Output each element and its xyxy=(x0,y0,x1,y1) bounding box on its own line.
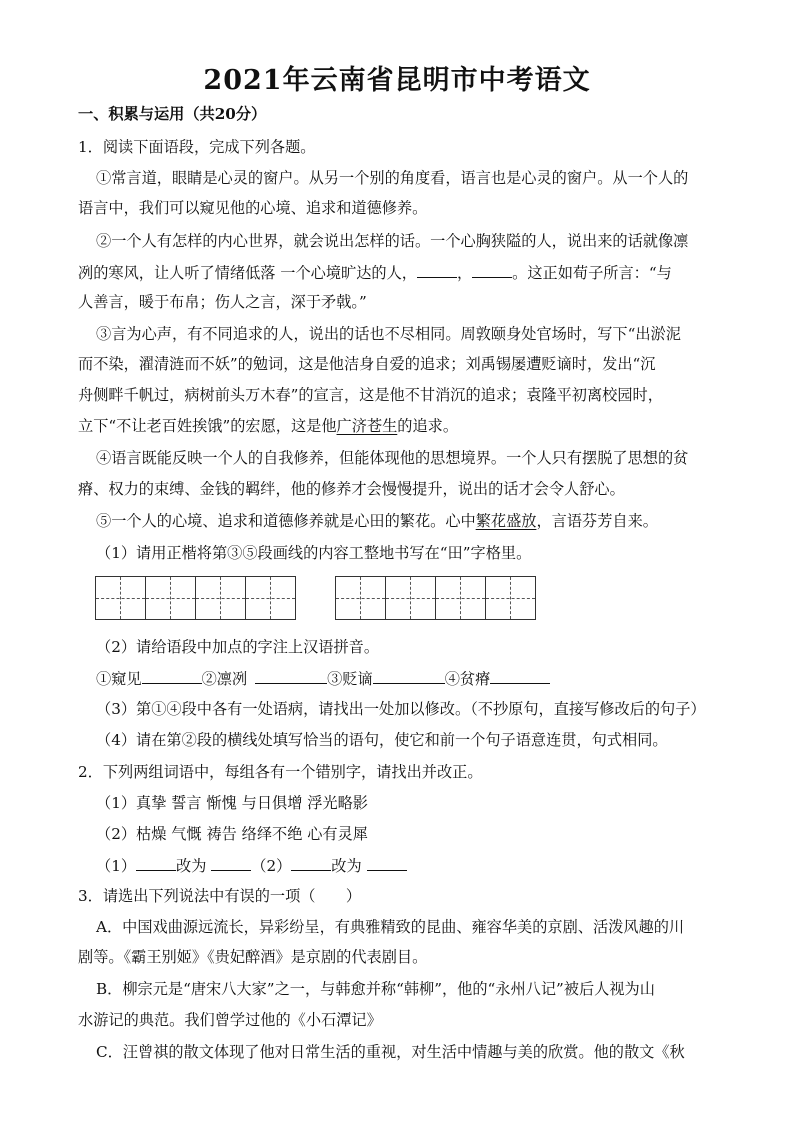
paragraph-2-line-2 xyxy=(78,262,672,283)
paragraph-3-line-4 xyxy=(78,416,458,436)
correction-blank-1b[interactable] xyxy=(211,855,251,871)
underlined-phrase-1: 广济苍生 xyxy=(336,417,398,435)
paragraph-2-text-c: 。这正如荀子所言：“与 xyxy=(512,264,672,282)
correction-blank-1a[interactable] xyxy=(136,855,176,871)
paragraph-2-text-b: ， xyxy=(456,264,473,282)
question-3-stem: 3．请选出下列说法中有误的一项（ ） xyxy=(78,887,362,905)
paragraph-5-line-1 xyxy=(96,511,658,531)
paragraph-1-line-2: 语言中，我们可以窥见他的心境、追求和道德修养。 xyxy=(78,199,428,217)
option-a-line-1: A．中国戏曲源远流长，异彩纷呈，有典雅精致的昆曲、雍容华美的京剧、活泼风趣的川 xyxy=(96,918,685,936)
paragraph-3-text-b: 的追求。 xyxy=(397,417,459,435)
option-a-line-2: 剧等。《霸王别姬》《贵妃醉酒》是京剧的代表剧目。 xyxy=(78,948,428,966)
subquestion-1: （1）请用正楷将第③⑤段画线的内容工整地书写在“田”字格里。 xyxy=(96,544,532,562)
paragraph-5-text-a: ⑤一个人的心境、追求和道德修养就是心田的繁花。心中 xyxy=(96,512,476,530)
tian-grid-1[interactable] xyxy=(95,576,296,620)
paragraph-4-line-1: ④语言既能反映一个人的自我修养，但能体现他的思想境界。一个人只有摆脱了思想的贫 xyxy=(96,449,689,467)
pinyin-row xyxy=(96,668,550,689)
paragraph-2-text-a: 冽的寒风，让人听了情绪低落 一个心境旷达的人， xyxy=(78,264,417,282)
tian-cell[interactable] xyxy=(145,577,195,619)
pinyin-blank-1[interactable] xyxy=(142,668,202,684)
change-to-label-2: 改为 xyxy=(331,857,362,875)
correction-blank-2b[interactable] xyxy=(367,855,407,871)
fill-blank-1[interactable] xyxy=(417,262,457,278)
paragraph-4-line-2: 瘠、权力的束缚、金钱的羁绊，他的修养才会慢慢提升，说出的话才会令人舒心。 xyxy=(78,480,625,498)
paragraph-3-line-3: 舟侧畔千帆过，病树前头万木春”的宣言，这是他不甘消沉的追求；袁隆平初离校园时， xyxy=(78,386,663,404)
correction-blank-2a[interactable] xyxy=(291,855,331,871)
tian-cell[interactable] xyxy=(435,577,485,619)
subquestion-2: （2）请给语段中加点的字注上汉语拼音。 xyxy=(96,638,380,656)
pinyin-item-3: ③贬谪 xyxy=(327,670,373,688)
paragraph-3-line-1: ③言为心声，有不同追求的人，说出的话也不尽相同。周敦颐身处官场时，写下“出淤泥 xyxy=(96,325,681,343)
subquestion-4: （4）请在第②段的横线处填写恰当的语句，使它和前一个句子语意连贯，句式相同。 xyxy=(96,731,668,749)
pinyin-blank-3[interactable] xyxy=(373,668,445,684)
paragraph-1-line-1: ①常言道，眼睛是心灵的窗户。从另一个别的角度看，语言也是心灵的窗户。从一个人的 xyxy=(96,169,689,187)
correction-row xyxy=(96,855,407,876)
paragraph-2-line-1: ②一个人有怎样的内心世界，就会说出怎样的话。一个心胸狭隘的人，说出来的话就像凛 xyxy=(96,232,689,250)
tian-cell[interactable] xyxy=(195,577,245,619)
word-group-1: （1）真挚 誓言 惭愧 与日俱增 浮光略影 xyxy=(96,794,368,812)
subquestion-3: （3）第①④段中各有一处语病，请找出一处加以修改。（不抄原句，直接写修改后的句子） xyxy=(96,700,706,718)
option-b-line-2: 水游记的典范。我们曾学过他的《小石潭记》 xyxy=(78,1011,382,1029)
tian-grid-2[interactable] xyxy=(335,576,536,620)
fill-blank-2[interactable] xyxy=(472,262,512,278)
pinyin-blank-2[interactable] xyxy=(255,668,327,684)
pinyin-item-1: ①窥见 xyxy=(96,670,142,688)
page-title: 2021年云南省昆明市中考语文 xyxy=(203,65,591,96)
change-to-label-1: 改为 xyxy=(176,857,207,875)
pinyin-blank-4[interactable] xyxy=(490,668,550,684)
paragraph-5-text-b: ，言语芬芳自来。 xyxy=(536,512,658,530)
pinyin-item-4: ④贫瘠 xyxy=(444,670,491,688)
option-b-line-1: B．柳宗元是“唐宋八大家”之一，与韩愈并称“韩柳”，他的“永州八记”被后人视为山 xyxy=(96,980,655,998)
tian-cell[interactable] xyxy=(245,577,296,619)
paragraph-2-line-3: 人善言，暖于布帛；伤人之言，深于矛戟。” xyxy=(78,293,367,311)
tian-cell[interactable] xyxy=(485,577,536,619)
word-group-2: （2）枯燥 气慨 祷告 络绎不绝 心有灵犀 xyxy=(96,825,368,843)
paragraph-3-line-2: 而不染，濯清涟而不妖”的勉词，这是他洁身自爱的追求；刘禹锡屡遭贬谪时，发出“沉 xyxy=(78,355,656,373)
pinyin-item-2: ②凛冽 xyxy=(201,670,248,688)
correction-label-1: （1） xyxy=(96,857,137,875)
option-c-line-1: C．汪曾祺的散文体现了他对日常生活的重视，对生活中情趣与美的欣赏。他的散文《秋 xyxy=(96,1043,685,1061)
underlined-phrase-2: 繁花盛放 xyxy=(475,512,537,530)
tian-cell[interactable] xyxy=(385,577,435,619)
section-heading: 一、积累与运用（共20分） xyxy=(78,105,267,123)
tian-cell[interactable] xyxy=(335,577,385,619)
correction-label-2: （2） xyxy=(251,857,292,875)
paragraph-3-text-a: 立下“不让老百姓挨饿”的宏愿，这是他 xyxy=(78,417,337,435)
question-2-stem: 2．下列两组词语中，每组各有一个错别字，请找出并改正。 xyxy=(78,763,483,781)
tian-cell[interactable] xyxy=(95,577,145,619)
question-1-stem: 1．阅读下面语段，完成下列各题。 xyxy=(78,138,316,156)
